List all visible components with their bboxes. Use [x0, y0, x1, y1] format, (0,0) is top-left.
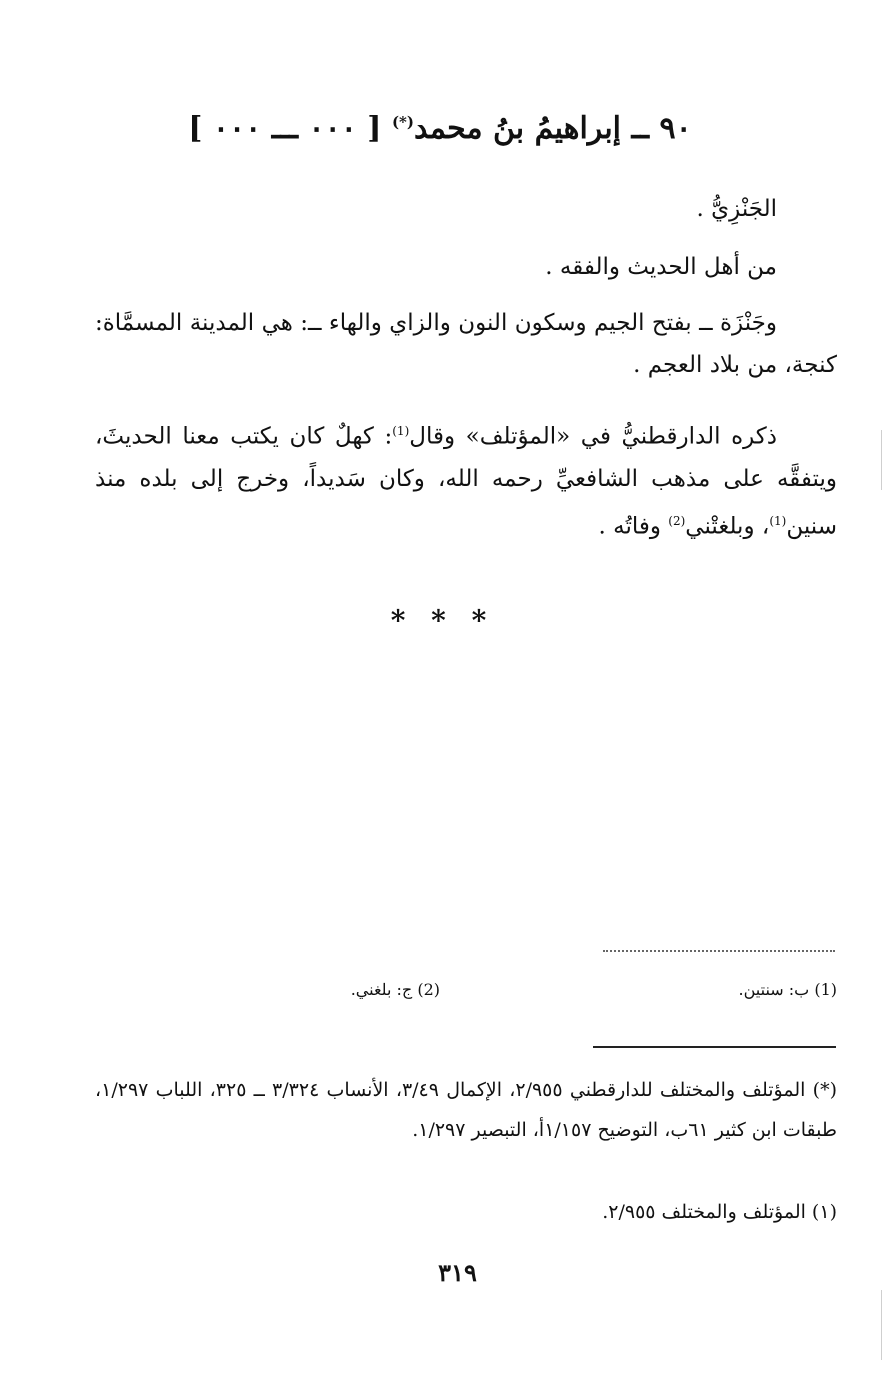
biography-part-3: ، وبلغتْني: [685, 513, 770, 540]
paragraph-occupation: من أهل الحديث والفقه .: [545, 254, 777, 280]
variant-note-2: (2) ج: بلغني.: [350, 980, 440, 999]
variant-ref-1[interactable]: (1): [769, 513, 787, 528]
paragraph-biography: [95, 410, 837, 547]
heading-footnote-mark: (*): [391, 113, 414, 131]
variant-notes-divider: [603, 950, 835, 952]
footnotes-divider: [593, 1046, 836, 1048]
page-number: [0, 1258, 885, 1287]
variant-note-1: (1) ب: سنتين.: [738, 980, 837, 999]
paragraph-nisba: الجَنْزِيُّ .: [696, 196, 777, 222]
footnote-ref-1[interactable]: (1): [392, 424, 410, 438]
biography-part-4: وفاتُه .: [598, 513, 669, 540]
footnote-1: (١) المؤتلف والمختلف ٢/٩٥٥.: [602, 1201, 837, 1223]
biography-part-1: ذكره الدارقطنيُّ في «المؤتلف» وقال: [409, 423, 778, 450]
page-number-text: ٣١٩: [438, 1258, 477, 1287]
footnote-sources: (*) المؤتلف والمختلف للدارقطني ٢/٩٥٥، الإكمال ٣/٤٩، الأنساب ٣/٣٢٤ ــ ٣٢٥، اللباب ١/٢٩٧، طبقات ابن كثير ٦١ب، التوضيح ١/١٥٧أ، التبصير ١/٢٩٧.: [95, 1079, 837, 1141]
biography-part-2: : كهلٌ كان يكتب معنا الحديثَ، ويتفقَّه على مذهب الشافعيِّ رحمه الله، وكان سَديداً، وخرج إلى بلده منذ سنين: [95, 423, 837, 540]
entry-dates: [ ٠٠٠ ـــ ٠٠٠ ]: [188, 111, 382, 146]
entry-title: ٩٠ ــ إبراهيمُ بنُ محمد: [414, 111, 692, 146]
entry-heading: [120, 92, 760, 159]
section-separator-stars: * * *: [390, 604, 495, 637]
scan-edge-mark-bottom: [881, 1290, 882, 1360]
variant-ref-2[interactable]: (2): [668, 513, 686, 528]
paragraph-place: وجَنْزَة ــ بفتح الجيم وسكون النون والزاي والهاء ــ: هي المدينة المسمَّاة: كنجة، من بلاد العجم .: [95, 310, 837, 378]
scan-edge-mark: [881, 430, 882, 490]
